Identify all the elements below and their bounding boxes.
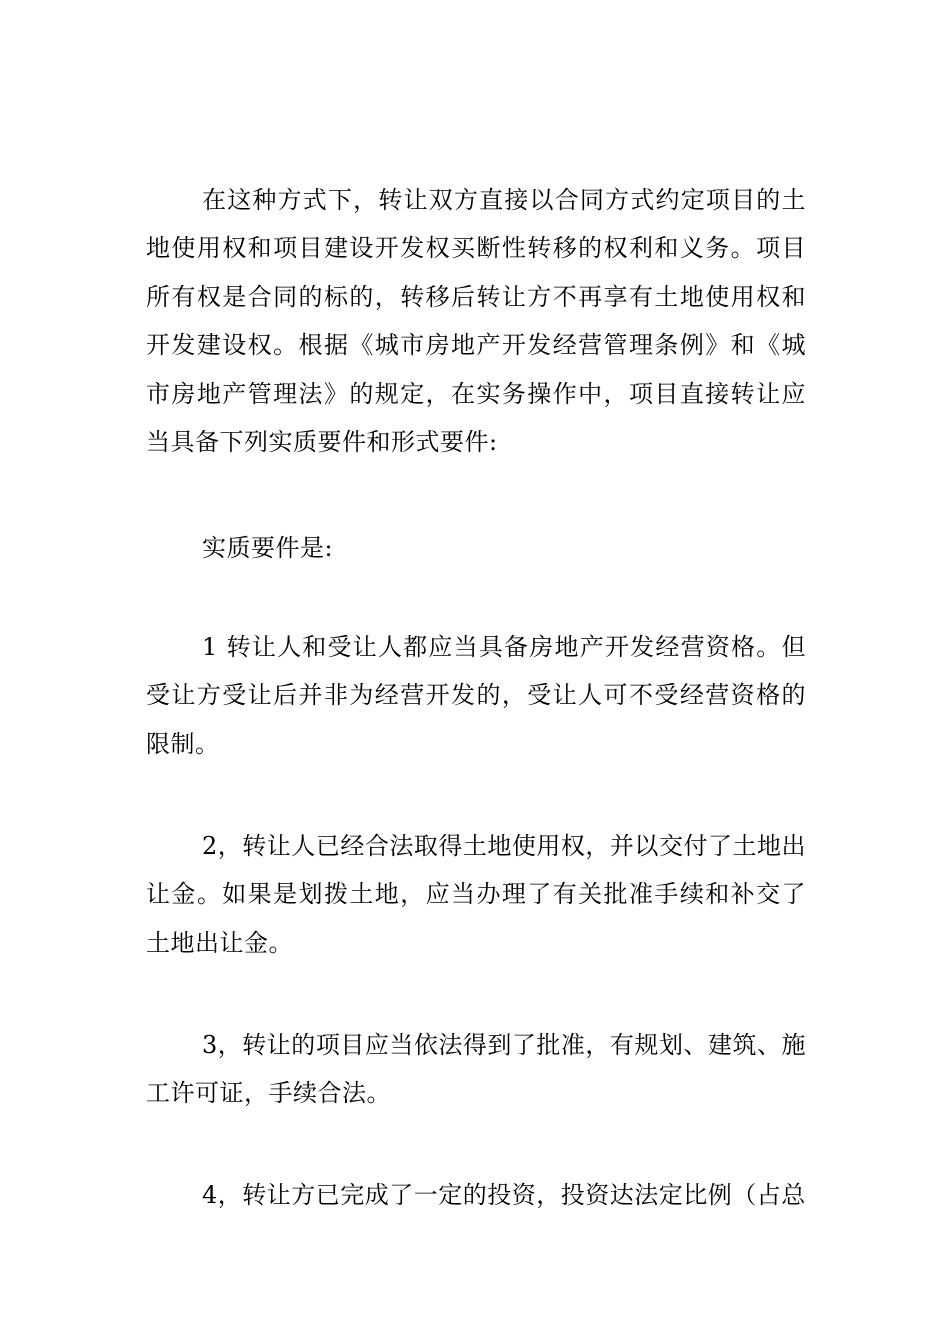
- requirement-item-1: 1 转让人和受让人都应当具备房地产开发经营资格。但受让方受让后并非为经营开发的，受让人可不受经营资格的限制。: [146, 633, 806, 758]
- intro-paragraph: 在这种方式下，转让双方直接以合同方式约定项目的土地使用权和项目建设开发权买断性转移的权利和义务。项目所有权是合同的标的，转移后转让方不再享有土地使用权和开发建设权。根据《城市房地产开发经营管理条例》和《城市房地产管理法》的规定，在实务操作中，项目直接转让应当具备下列实质要件和形式要件:: [146, 186, 806, 457]
- requirement-item-3: 3，转让的项目应当依法得到了批准，有规划、建筑、施工许可证，手续合法。: [146, 1031, 806, 1108]
- requirement-item-4: 4，转让方已完成了一定的投资，投资达法定比例（占总: [202, 1181, 806, 1209]
- requirement-item-2: 2，转让人已经合法取得土地使用权，并以交付了土地出让金。如果是划拨土地，应当办理了有关批准手续和补交了土地出让金。: [146, 832, 806, 957]
- substantive-requirements-heading: 实质要件是:: [202, 534, 334, 562]
